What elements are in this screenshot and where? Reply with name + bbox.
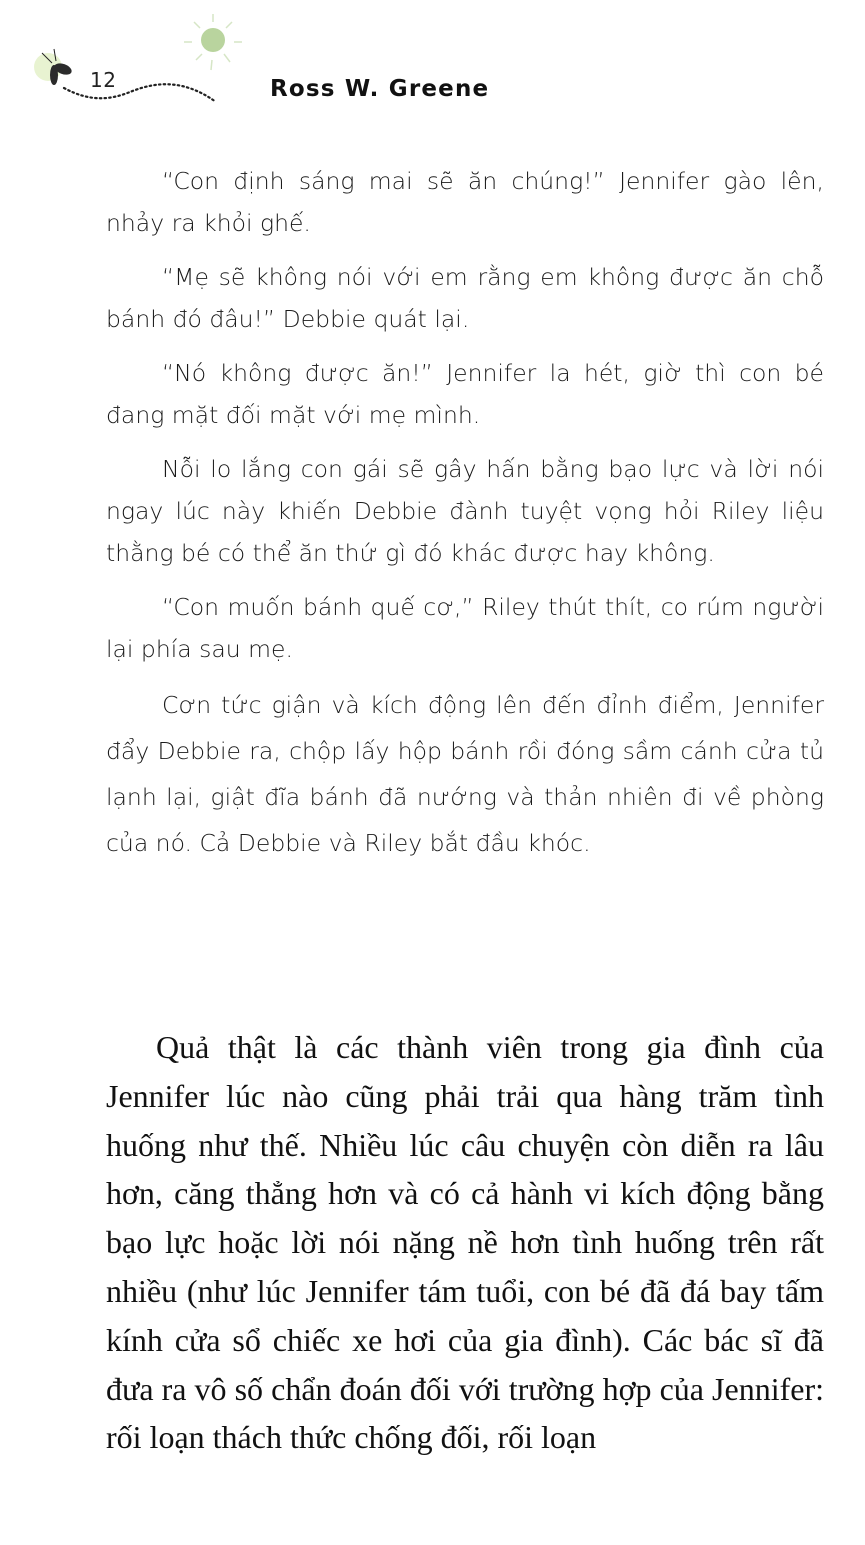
story-paragraph: “Nó không được ăn!” Jennifer la hét, giờ thì con bé đang mặt đối mặt với mẹ mình.	[106, 359, 824, 429]
story-paragraph: Cơn tức giận và kích động lên đến đỉnh điểm, Jennifer đẩy Debbie ra, chộp lấy hộp bánh rồi đóng sầm cánh cửa tủ lạnh lại, giật đĩa bánh đã nướng và thản nhiên đi về phòng của nó. Cả Debbie và Riley bắt đầu khóc.	[106, 691, 824, 857]
story-paragraph: “Con định sáng mai sẽ ăn chúng!” Jennifer gào lên, nhảy ra khỏi ghế.	[106, 167, 824, 237]
dotted-trail	[60, 70, 220, 110]
story-paragraph: “Con muốn bánh quế cơ,” Riley thút thít, co rúm người lại phía sau mẹ.	[106, 593, 824, 663]
story-paragraph: “Mẹ sẽ không nói với em rằng em không được ăn chỗ bánh đó đâu!” Debbie quát lại.	[106, 263, 824, 333]
body-paragraph: Quả thật là các thành viên trong gia đình của Jennifer lúc nào cũng phải trải qua hàng trăm tình huống như thế. Nhiều lúc câu chuyện còn diễn ra lâu hơn, căng thẳng hơn và có cả hành vi kích động bằng bạo lực hoặc lời nói nặng nề hơn tình huống trên rất nhiều (như lúc Jennifer tám tuổi, con bé đã đá bay tấm kính cửa sổ chiếc xe hơi của gia đình). Các bác sĩ đã đưa ra vô số chẩn đoán đối với trường hợp của Jennifer: rối loạn thách thức chống đối, rối loạn	[106, 1029, 824, 1456]
page-number: 12	[90, 68, 117, 92]
body-text	[106, 1023, 824, 1462]
story-excerpt	[106, 160, 824, 878]
running-header-author: Ross W. Greene	[270, 76, 490, 102]
page-header	[0, 0, 865, 130]
story-paragraph: Nỗi lo lắng con gái sẽ gây hấn bằng bạo lực và lời nói ngay lúc này khiến Debbie đành tuyệt vọng hỏi Riley liệu thằng bé có thể ăn thứ gì đó khác được hay không.	[106, 455, 824, 567]
sun-icon	[178, 12, 248, 72]
